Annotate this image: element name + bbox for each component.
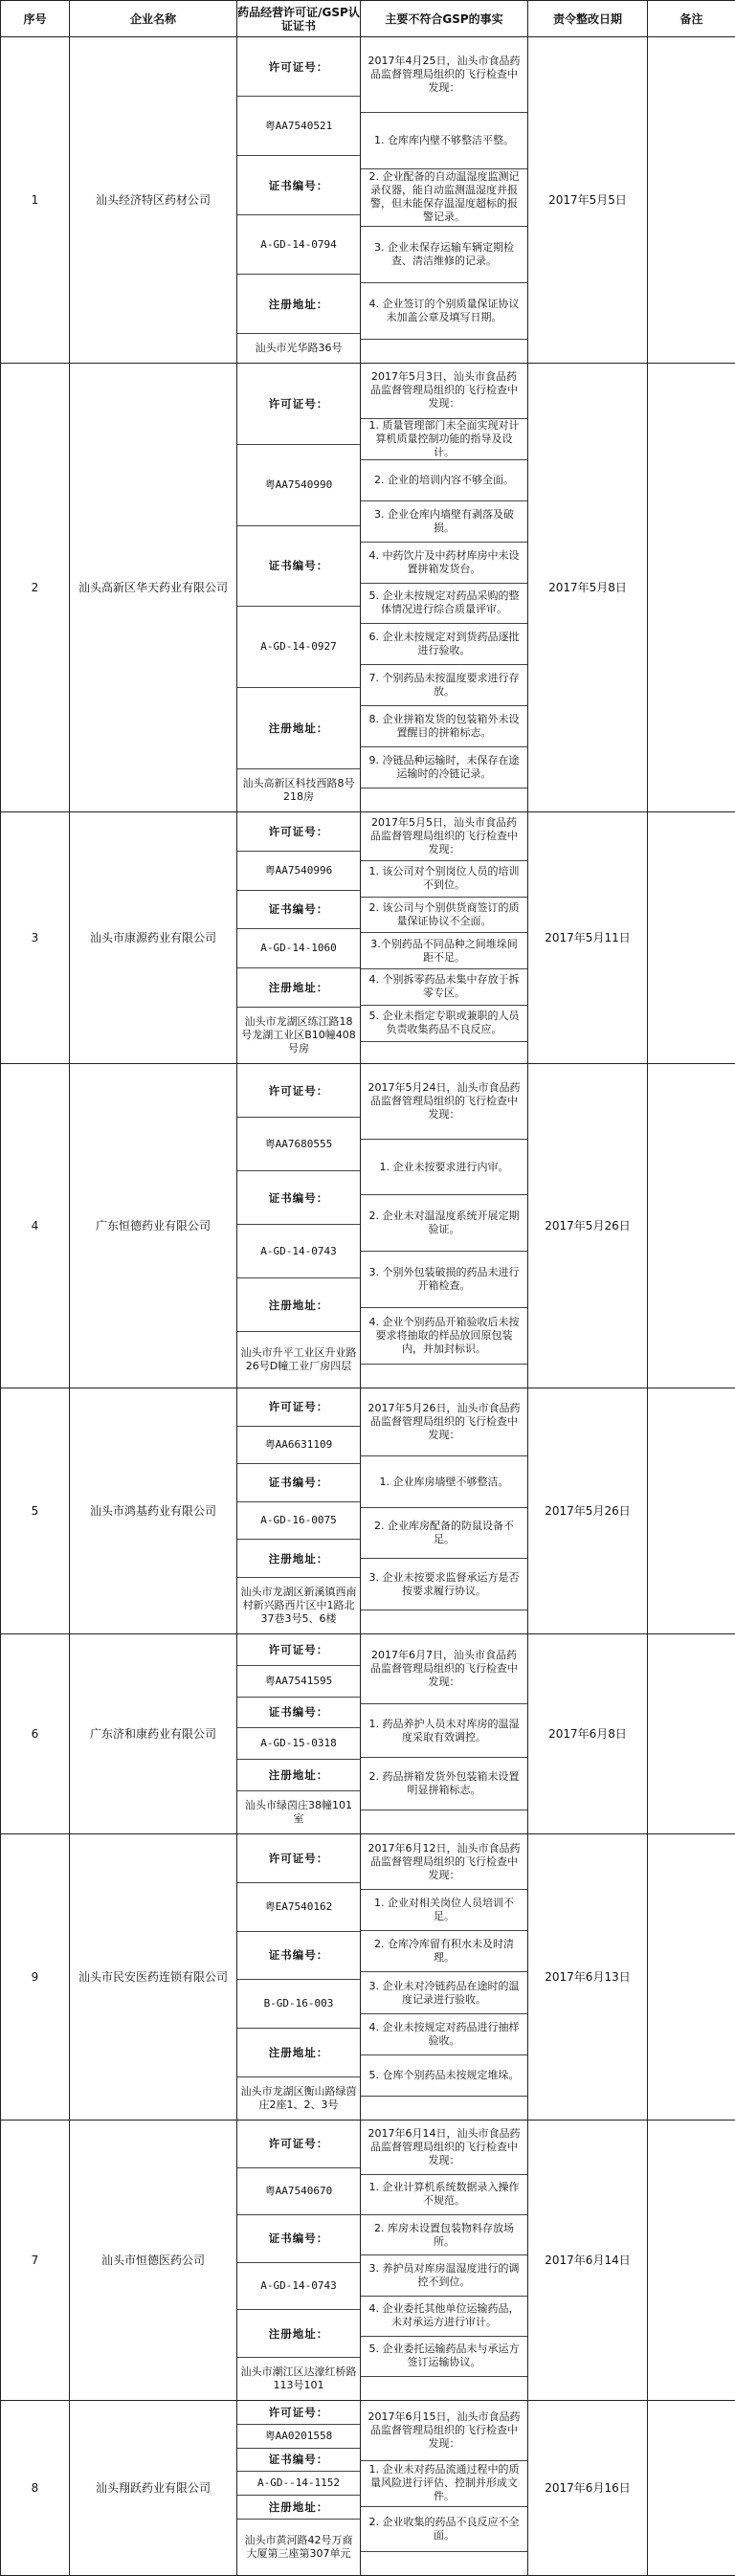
license-no-label: 许可证号： <box>237 37 360 97</box>
fact-blank <box>361 2552 527 2575</box>
facts-cell <box>361 1634 528 1834</box>
fact-blank <box>361 1610 527 1633</box>
cert-no-label: 证书编号： <box>237 1698 360 1729</box>
deadline-date: 2017年6月14日 <box>528 2121 648 2401</box>
cert-no-label: 证书编号： <box>237 2215 360 2263</box>
fact-item: 1. 药品养护人员未对库房的温湿度采取有效调控。 <box>361 1704 527 1757</box>
fact-item: 4. 中药饮片及中药材库房中未设置拼箱发货台。 <box>361 543 527 584</box>
address-label: 注册地址： <box>237 1540 360 1578</box>
address-label: 注册地址： <box>237 1760 360 1791</box>
company-name: 汕头高新区华天药业有限公司 <box>70 364 237 812</box>
license-no-label: 许可证号： <box>237 2401 360 2425</box>
license-cell <box>237 2401 361 2576</box>
table-row <box>1 812 735 1064</box>
inspection-intro: 2017年5月5日，汕头市食品药品监督管理局组织的飞行检查中发现： <box>361 812 527 861</box>
license-no-label: 许可证号： <box>237 2121 360 2168</box>
license-no-value: 粤AA7540996 <box>237 852 360 891</box>
cert-no-value: B-GD-16-003 <box>237 1980 360 2029</box>
facts-stack <box>361 1634 527 1833</box>
cert-no-label: 证书编号： <box>237 156 360 215</box>
inspection-intro: 2017年5月26日，汕头市食品药品监督管理局组织的飞行检查中发现： <box>361 1388 527 1456</box>
license-stack <box>237 1634 360 1833</box>
facts-stack <box>361 1834 527 2120</box>
header-company: 企业名称 <box>70 1 237 37</box>
facts-stack <box>361 2401 527 2575</box>
address-value: 汕头市黄河路42号万商大厦第三座第307单元 <box>237 2520 360 2575</box>
table-row <box>1 1834 735 2121</box>
license-cell <box>237 2121 361 2401</box>
license-no-label: 许可证号： <box>237 1634 360 1666</box>
row-seq: 8 <box>1 2401 70 2576</box>
address-value: 汕头市光华路36号 <box>237 334 360 363</box>
facts-stack <box>361 2121 527 2400</box>
company-name: 汕头市恒德医药公司 <box>70 2121 237 2401</box>
fact-item: 3. 企业未保存运输车辆定期检查、清洁维修的记录。 <box>361 227 527 283</box>
inspection-intro: 2017年4月25日，汕头市食品药品监督管理局组织的飞行检查中发现： <box>361 37 527 113</box>
fact-item: 4. 个别拆零药品未集中存放于拆零专区。 <box>361 969 527 1006</box>
fact-item: 2. 仓库冷库留有积水未及时清理。 <box>361 1931 527 1972</box>
cert-no-label: 证书编号： <box>237 1464 360 1502</box>
inspection-intro: 2017年6月7日，汕头市食品药品监督管理局组织的飞行检查中发现： <box>361 1634 527 1704</box>
inspection-intro: 2017年6月14日，汕头市食品药品监督管理局组织的飞行检查中发现： <box>361 2121 527 2175</box>
deadline-date: 2017年5月26日 <box>528 1388 648 1634</box>
license-no-label: 许可证号： <box>237 1834 360 1883</box>
license-no-value: 粤AA0201558 <box>237 2425 360 2449</box>
deadline-date: 2017年5月5日 <box>528 37 648 364</box>
row-seq: 6 <box>1 1634 70 1834</box>
cert-no-value: A-GD-14-0743 <box>237 1225 360 1278</box>
fact-item: 1. 企业计算机系统数据录入操作不规范。 <box>361 2175 527 2215</box>
inspection-intro: 2017年5月24日，汕头市食品药品监督管理局组织的飞行检查中发现： <box>361 1064 527 1140</box>
row-note <box>648 1634 735 1834</box>
address-label: 注册地址： <box>237 968 360 1008</box>
license-stack <box>237 1064 360 1388</box>
fact-item: 6. 企业未按规定对到货药品逐批进行验收。 <box>361 624 527 665</box>
deadline-date: 2017年6月8日 <box>528 1634 648 1834</box>
license-no-label: 许可证号： <box>237 364 360 445</box>
license-cell <box>237 812 361 1064</box>
fact-item: 2. 药品拼箱发货外包装箱未设置明显拼箱标志。 <box>361 1758 527 1810</box>
fact-item: 2. 企业库房配备的防鼠设备不足。 <box>361 1508 527 1560</box>
facts-stack <box>361 812 527 1063</box>
fact-blank <box>361 2377 527 2400</box>
address-value: 汕头市升平工业区升业路26号D幢工业厂房四层 <box>237 1332 360 1388</box>
facts-cell <box>361 364 528 812</box>
row-seq: 5 <box>1 1388 70 1634</box>
fact-blank <box>361 788 527 811</box>
facts-cell <box>361 812 528 1064</box>
cert-no-value: A-GD-14-0743 <box>237 2263 360 2311</box>
row-seq: 7 <box>1 2121 70 2401</box>
fact-item: 3. 企业未按要求监督承运方是否按要求履行协议。 <box>361 1559 527 1610</box>
deadline-date: 2017年6月13日 <box>528 1834 648 2121</box>
license-stack <box>237 364 360 811</box>
facts-stack <box>361 1388 527 1633</box>
fact-blank <box>361 2097 527 2120</box>
table-row <box>1 37 735 364</box>
license-no-value: 粤AA7540670 <box>237 2168 360 2216</box>
license-no-value: 粤AA7541595 <box>237 1666 360 1698</box>
license-no-value: 粤AA7680555 <box>237 1118 360 1171</box>
fact-item: 2. 企业的培训内容不够全面。 <box>361 460 527 501</box>
fact-item: 1. 质量管理部门未全面实现对计算机质量控制功能的指导及设计。 <box>361 419 527 460</box>
row-seq: 3 <box>1 812 70 1064</box>
address-label: 注册地址： <box>237 2310 360 2358</box>
header-note: 备注 <box>648 1 735 37</box>
header-license: 药品经营许可证/GSP认证证书 <box>237 1 361 37</box>
license-no-label: 许可证号： <box>237 1388 360 1427</box>
cert-no-value: A-GD-14-0927 <box>237 607 360 688</box>
company-name: 广东济和康药业有限公司 <box>70 1634 237 1834</box>
fact-item: 3. 企业未对冷链药品在途时的温度记录进行验收。 <box>361 1972 527 2013</box>
company-name: 汕头市鸿基药业有限公司 <box>70 1388 237 1634</box>
deadline-date: 2017年5月26日 <box>528 1064 648 1388</box>
license-stack <box>237 2121 360 2400</box>
header-seq: 序号 <box>1 1 70 37</box>
fact-blank <box>361 1365 527 1388</box>
fact-item: 2. 该公司与个别供货商签订的质量保证协议不全面。 <box>361 898 527 934</box>
facts-cell <box>361 2121 528 2401</box>
fact-item: 5. 仓库个别药品未按规定堆垛。 <box>361 2055 527 2097</box>
fact-item: 1. 企业未对药品流通过程中的质量风险进行评估、控制并形成文件。 <box>361 2461 527 2506</box>
fact-item: 7. 个别药品未按温度要求进行存放。 <box>361 665 527 706</box>
fact-item: 5. 企业委托运输药品未与承运方签订运输协议。 <box>361 2337 527 2377</box>
address-value: 汕头市绿茵庄38幢101室 <box>237 1791 360 1833</box>
license-no-value: 粤AA7540521 <box>237 97 360 156</box>
deadline-date: 2017年5月8日 <box>528 364 648 812</box>
cert-no-label: 证书编号： <box>237 891 360 930</box>
header-row <box>1 1 735 37</box>
fact-item: 2. 库房未设置包装物料存放场所。 <box>361 2215 527 2255</box>
fact-item: 3. 个别外包装破损的药品未进行开箱检查。 <box>361 1252 527 1308</box>
address-value: 汕头市龙湖区新溪镇西南村新兴路西片区中1路北37巷3号5、6楼 <box>237 1578 360 1633</box>
row-seq: 9 <box>1 1834 70 2121</box>
fact-item: 8. 企业拼箱发货的包装箱外未设置醒目的拼箱标志。 <box>361 706 527 747</box>
inspection-intro: 2017年6月12日，汕头市食品药品监督管理局组织的飞行检查中发现： <box>361 1834 527 1890</box>
license-no-value: 粤EA7540162 <box>237 1883 360 1932</box>
inspection-intro: 2017年5月3日，汕头市食品药品监督管理局组织的飞行检查中发现： <box>361 364 527 419</box>
license-stack <box>237 1388 360 1633</box>
row-note <box>648 1064 735 1388</box>
cert-no-value: A-GD--14-1152 <box>237 2472 360 2496</box>
row-seq: 1 <box>1 37 70 364</box>
cert-no-value: A-GD-16-0075 <box>237 1502 360 1541</box>
cert-no-label: 证书编号： <box>237 526 360 608</box>
fact-item: 4. 企业未按规定对药品进行抽样验收。 <box>361 2014 527 2055</box>
license-stack <box>237 1834 360 2120</box>
license-cell <box>237 1834 361 2121</box>
company-name: 广东恒德药业有限公司 <box>70 1064 237 1388</box>
cert-no-label: 证书编号： <box>237 1171 360 1225</box>
header-facts: 主要不符合GSP的事实 <box>361 1 528 37</box>
cert-no-value: A-GD-14-1060 <box>237 929 360 968</box>
inspection-intro: 2017年6月15日，汕头市食品药品监督管理局组织的飞行检查中发现： <box>361 2401 527 2461</box>
cert-no-value: A-GD-14-0794 <box>237 215 360 275</box>
fact-item: 1. 企业未按要求进行内审。 <box>361 1140 527 1196</box>
fact-item: 3. 养护员对库房温湿度进行的调控不到位。 <box>361 2255 527 2296</box>
license-no-label: 许可证号： <box>237 1064 360 1118</box>
license-no-value: 粤AA7540990 <box>237 445 360 526</box>
fact-item: 1. 该公司对个别岗位人员的培训不到位。 <box>361 861 527 898</box>
row-note <box>648 364 735 812</box>
address-value: 汕头市潮江区达濠红桥路113号101 <box>237 2358 360 2400</box>
fact-item: 2. 企业配备的自动温湿度监测记录仪器，能自动监测温湿度并报警，但未能保存温湿度超标的报警记录。 <box>361 169 527 226</box>
license-stack <box>237 812 360 1063</box>
address-label: 注册地址： <box>237 1278 360 1332</box>
fact-item: 9. 冷链品种运输时，未保存在途运输时的冷链记录。 <box>361 747 527 788</box>
row-note <box>648 1388 735 1634</box>
table-row <box>1 1634 735 1834</box>
fact-item: 1. 企业对相关岗位人员培训不足。 <box>361 1890 527 1931</box>
facts-cell <box>361 2401 528 2576</box>
cert-no-label: 证书编号： <box>237 1932 360 1981</box>
facts-stack <box>361 364 527 811</box>
row-note <box>648 812 735 1064</box>
license-cell <box>237 1064 361 1388</box>
fact-item: 4. 企业个别药品开箱验收后未按要求将抽取的样品放回原包装内，并加封标识。 <box>361 1308 527 1365</box>
license-no-label: 许可证号： <box>237 812 360 852</box>
row-note <box>648 2121 735 2401</box>
row-note <box>648 2401 735 2576</box>
facts-cell <box>361 1064 528 1388</box>
fact-item: 3. 企业仓库内墙壁有剥落及破损。 <box>361 501 527 543</box>
facts-cell <box>361 1388 528 1634</box>
table-row <box>1 2121 735 2401</box>
facts-cell <box>361 1834 528 2121</box>
license-cell <box>237 1634 361 1834</box>
address-value: 汕头市龙湖区练江路18号龙湖工业区B10幢408号房 <box>237 1008 360 1063</box>
address-label: 注册地址： <box>237 275 360 334</box>
fact-item: 3.个别药品不同品种之间堆垛间距不足。 <box>361 933 527 969</box>
row-seq: 2 <box>1 364 70 812</box>
license-no-value: 粤AA6631109 <box>237 1427 360 1465</box>
deadline-date: 2017年5月11日 <box>528 812 648 1064</box>
fact-item: 5. 企业未按规定对药品采购的整体情况进行综合质量评审。 <box>361 584 527 625</box>
table-row <box>1 364 735 812</box>
address-label: 注册地址： <box>237 688 360 769</box>
cert-no-value: A-GD-15-0318 <box>237 1728 360 1760</box>
fact-item: 5. 企业未指定专职或兼职的人员负责收集药品不良反应。 <box>361 1006 527 1042</box>
address-label: 注册地址： <box>237 2029 360 2077</box>
license-cell <box>237 37 361 364</box>
cert-no-label: 证书编号： <box>237 2449 360 2473</box>
fact-blank <box>361 1042 527 1063</box>
fact-item: 2. 企业未对温湿度系统开展定期验证。 <box>361 1195 527 1252</box>
license-stack <box>237 2401 360 2575</box>
license-stack <box>237 37 360 363</box>
table-row <box>1 2401 735 2576</box>
fact-item: 4. 企业委托其他单位运输药品，未对承运方进行审计。 <box>361 2297 527 2337</box>
address-value: 汕头高新区科技西路8号218房 <box>237 769 360 811</box>
fact-item: 2. 企业收集的药品不良反应不全面。 <box>361 2507 527 2552</box>
facts-stack <box>361 1064 527 1388</box>
company-name: 汕头翔跃药业有限公司 <box>70 2401 237 2576</box>
deadline-date: 2017年6月16日 <box>528 2401 648 2576</box>
header-deadline: 责令整改日期 <box>528 1 648 37</box>
license-cell <box>237 1388 361 1634</box>
company-name: 汕头经济特区药材公司 <box>70 37 237 364</box>
address-value: 汕头市龙湖区衡山路绿茵庄2座1、2、3号 <box>237 2077 360 2120</box>
facts-cell <box>361 37 528 364</box>
table-row <box>1 1388 735 1634</box>
company-name: 汕头市康源药业有限公司 <box>70 812 237 1064</box>
address-label: 注册地址： <box>237 2496 360 2520</box>
row-seq: 4 <box>1 1064 70 1388</box>
facts-stack <box>361 37 527 363</box>
company-name: 汕头市民安医药连锁有限公司 <box>70 1834 237 2121</box>
license-cell <box>237 364 361 812</box>
row-note <box>648 37 735 364</box>
row-note <box>648 1834 735 2121</box>
fact-item: 1. 仓库库内壁不够整洁平整。 <box>361 113 527 169</box>
fact-item: 4. 企业签订的个别质量保证协议未加盖公章及填写日期。 <box>361 283 527 340</box>
fact-blank <box>361 1810 527 1833</box>
table-row <box>1 1064 735 1388</box>
fact-blank <box>361 340 527 363</box>
fact-item: 1. 企业库房墙壁不够整洁。 <box>361 1456 527 1508</box>
